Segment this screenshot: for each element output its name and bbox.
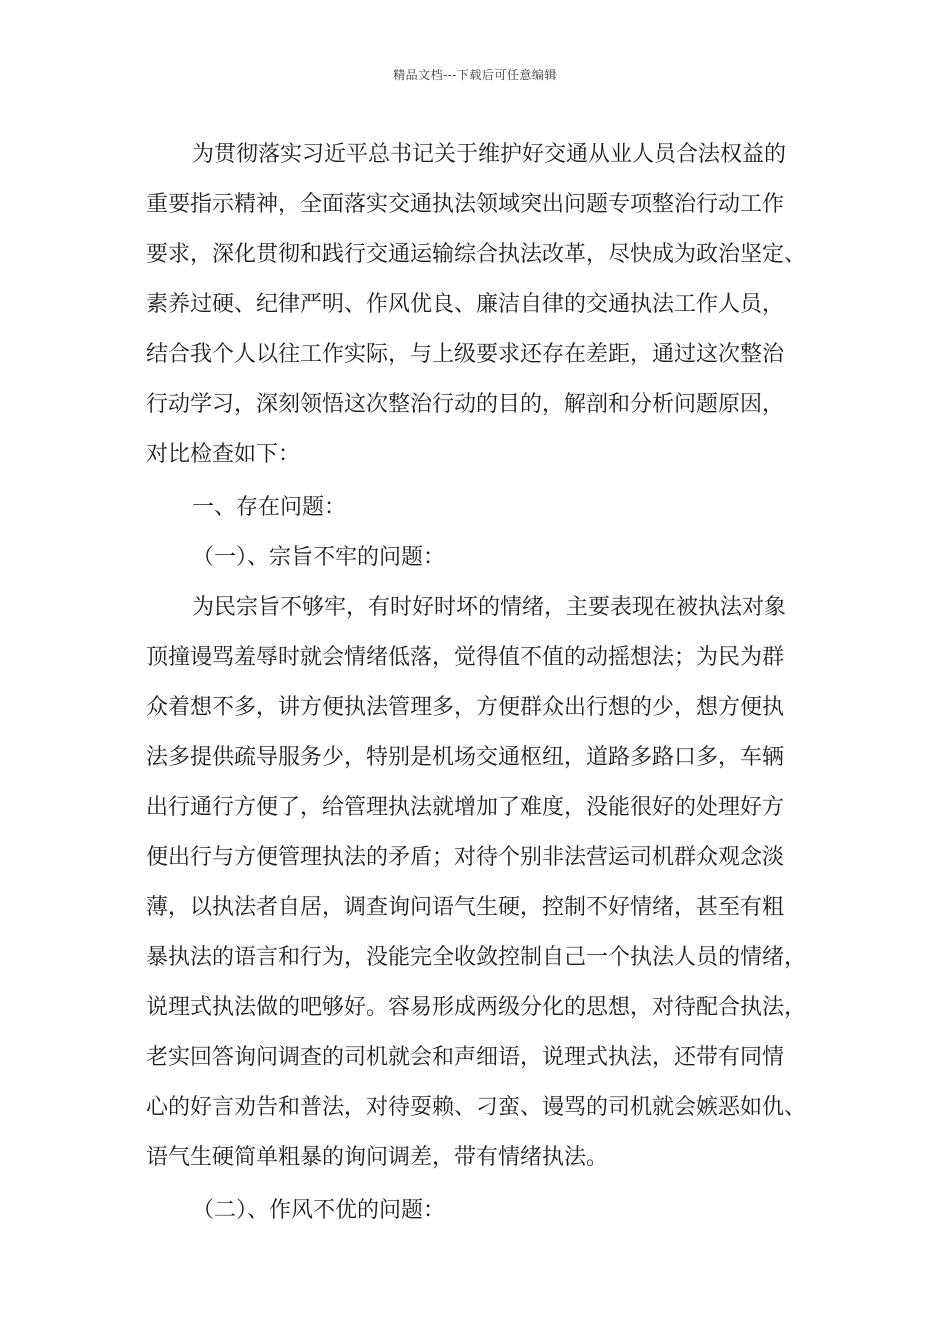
paragraph-line: 为贯彻落实习近平总书记关于维护好交通从业人员合法权益的 <box>192 142 787 167</box>
paragraph-line: 说理式执法做的吧够好。容易形成两级分化的思想，对待配合执法， <box>146 995 807 1020</box>
paragraph-line: 顶撞谩骂羞辱时就会情绪低落，觉得值不值的动摇想法；为民为群 <box>146 645 785 670</box>
paragraph-line: 心的好言劝告和普法，对待耍赖、刁蛮、谩骂的司机就会嫉恶如仇、 <box>146 1095 807 1120</box>
page-header: 精品文档---下载后可任意编辑 <box>393 68 557 82</box>
paragraph-line: 出行通行方便了，给管理执法就增加了难度，没能很好的处理好方 <box>146 795 785 820</box>
paragraph-line: 结合我个人以往工作实际，与上级要求还存在差距，通过这次整治 <box>146 342 785 367</box>
paragraph-line: 素养过硬、纪律严明、作风优良、廉洁自律的交通执法工作人员， <box>146 292 785 317</box>
paragraph-line: 老实回答询问调查的司机就会和声细语，说理式执法，还带有同情 <box>146 1045 785 1070</box>
paragraph-line: 便出行与方便管理执法的矛盾；对待个别非法营运司机群众观念淡 <box>146 845 785 870</box>
subsection-heading: （一）、宗旨不牢的问题： <box>192 545 446 570</box>
paragraph-line: 法多提供疏导服务少，特别是机场交通枢纽，道路多路口多，车辆 <box>146 745 785 770</box>
paragraph-line: 行动学习，深刻领悟这次整治行动的目的，解剖和分析问题原因， <box>146 392 785 417</box>
paragraph-line: 语气生硬简单粗暴的询问调差，带有情绪执法。 <box>146 1145 609 1170</box>
subsection-heading: （二）、作风不优的问题： <box>192 1198 446 1223</box>
paragraph-line: 薄，以执法者自居，调查询问语气生硬，控制不好情绪，甚至有粗 <box>146 895 785 920</box>
paragraph-line: 对比检查如下： <box>146 442 301 467</box>
paragraph-line: 重要指示精神，全面落实交通执法领域突出问题专项整治行动工作 <box>146 192 785 217</box>
section-heading: 一、存在问题： <box>192 495 347 520</box>
paragraph-line: 暴执法的语言和行为，没能完全收敛控制自己一个执法人员的情绪， <box>146 945 807 970</box>
paragraph-line: 为民宗旨不够牢，有时好时坏的情绪，主要表现在被执法对象 <box>192 595 787 620</box>
paragraph-line: 众着想不多，讲方便执法管理多，方便群众出行想的少，想方便执 <box>146 695 785 720</box>
document-body <box>146 130 836 1236</box>
paragraph-line: 要求，深化贯彻和践行交通运输综合执法改革，尽快成为政治坚定、 <box>146 242 807 267</box>
